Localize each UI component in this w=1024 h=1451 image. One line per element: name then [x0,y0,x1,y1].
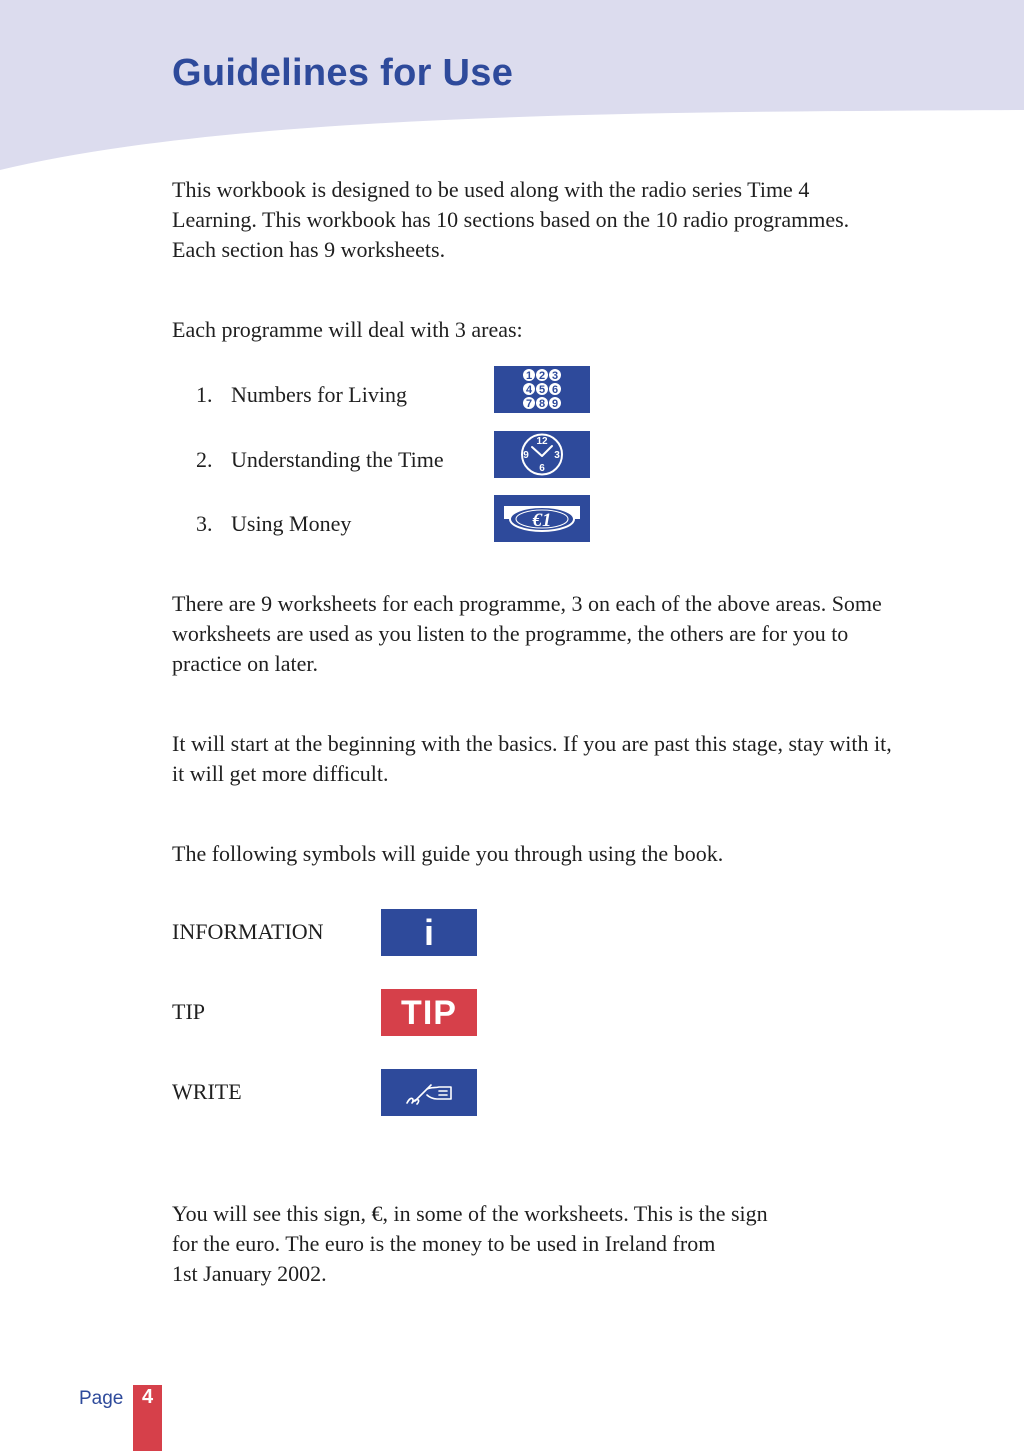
page-number: 4 [141,1386,154,1408]
writing-hand-icon [381,1069,477,1116]
area-label: Using Money [231,511,352,536]
digit-9: 9 [551,398,559,410]
clock-icon [494,431,590,478]
area-number: 3. [196,511,213,536]
area-number: 1. [196,382,213,407]
digit-7: 7 [525,398,533,410]
euro-note-line-2: for the euro. The euro is the money to be used in Ireland from [172,1231,716,1256]
euro-note-paragraph [172,1199,892,1289]
areas-intro: Each programme will deal with 3 areas: [172,317,523,342]
area-item-money [196,509,596,555]
clock-number-6: 6 [539,463,545,474]
page-title: Guidelines for Use [172,52,514,94]
digit-1: 1 [525,370,533,382]
symbols-intro: The following symbols will guide you through using the book. [172,841,724,866]
symbol-row-write [172,1079,492,1127]
area-item-time [196,436,596,491]
tip-icon [381,989,477,1036]
digit-3: 3 [551,370,559,382]
page-label: Page [79,1388,124,1409]
clock-number-3: 3 [554,450,560,461]
clock-number-9: 9 [523,450,529,461]
clock-number-12: 12 [536,436,548,447]
intro-paragraph: This workbook is designed to be used along with the radio series Time 4 Learning. This workbook has 10 sections based on the 10 radio programmes. Each section has 9 worksheets. [172,177,850,262]
tip-glyph: TIP [401,993,457,1032]
digit-5: 5 [538,384,546,396]
worksheets-paragraph: There are 9 worksheets for each programme, 3 on each of the above areas. Some worksheets are used as you listen to the programme, the others are for you to practice on later. [172,591,882,676]
symbol-label: TIP [172,999,205,1024]
area-item-numbers [196,370,596,426]
digit-4: 4 [525,384,533,396]
area-label: Understanding the Time [231,447,444,472]
information-glyph: i [423,911,434,953]
symbol-row-tip [172,993,492,1047]
euro-coin-icon [494,495,590,542]
euro-note-line-1: You will see this sign, €, in some of the worksheets. This is the sign [172,1201,768,1226]
symbol-row-information [172,911,492,967]
area-number: 2. [196,447,213,472]
digit-8: 8 [538,398,546,410]
symbol-label: WRITE [172,1079,242,1104]
digit-2: 2 [538,370,546,382]
digit-6: 6 [551,384,559,396]
information-icon [381,909,477,956]
area-label: Numbers for Living [231,382,407,407]
numbers-icon [494,366,590,413]
basics-paragraph: It will start at the beginning with the basics. If you are past this stage, stay with it, it will get more difficult. [172,731,892,786]
coin-text: €1 [532,510,552,531]
symbol-label: INFORMATION [172,919,324,944]
euro-note-line-3: 1st January 2002. [172,1261,327,1286]
